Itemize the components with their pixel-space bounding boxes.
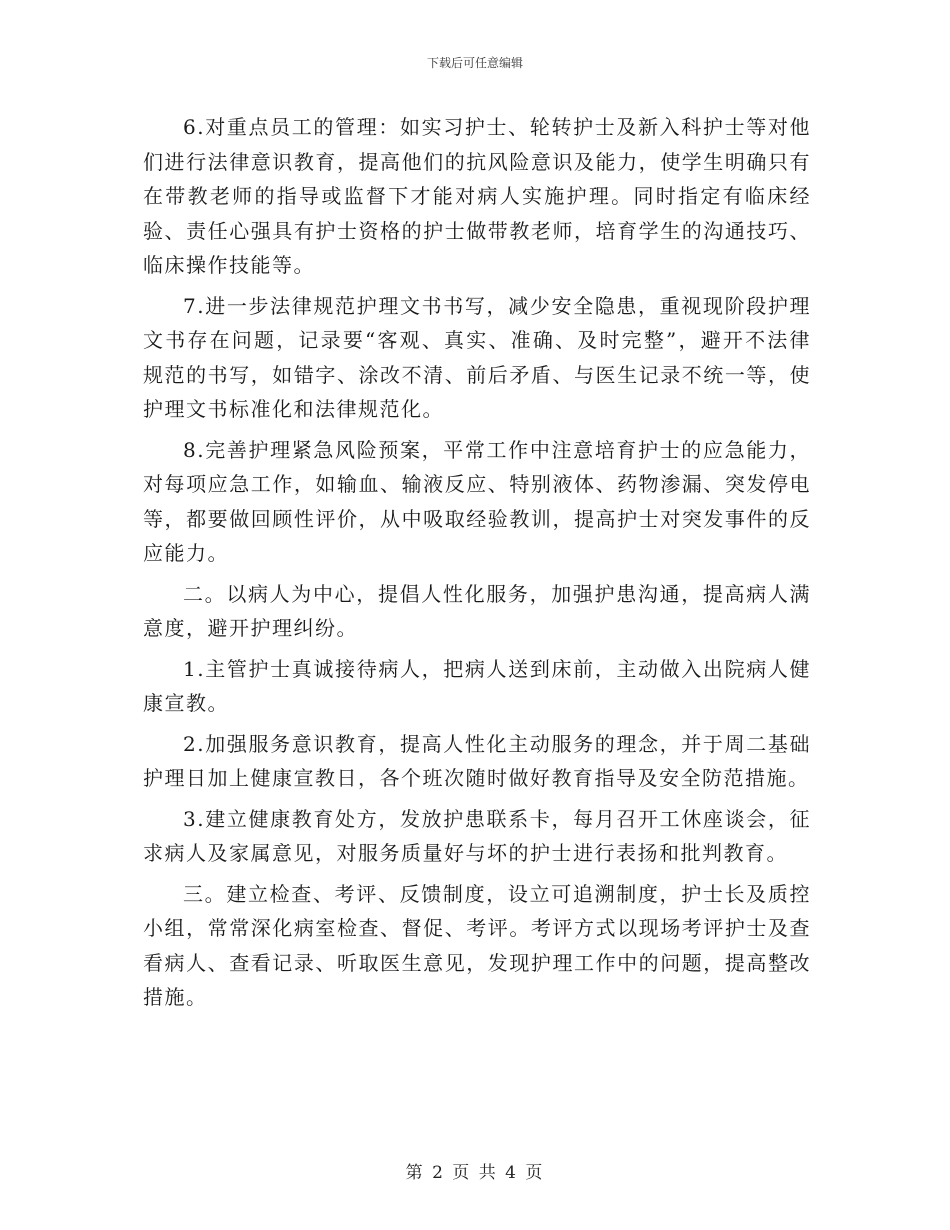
paragraph-7: 7.进一步法律规范护理文书书写，减少安全隐患，重视现阶段护理文书存在问题，记录要“客观、真实、准确、及时完整”，避开不法律规范的书写，如错字、涂改不清、前后矛盾、与医生记录不统一等，使护理文书标准化和法律规范化。 — [143, 293, 811, 421]
paragraph-6: 6.对重点员工的管理：如实习护士、轮转护士及新入科护士等对他们进行法律意识教育，提高他们的抗风险意识及能力，使学生明确只有在带教老师的指导或监督下才能对病人实施护理。同时指定有临床经验、责任心强具有护士资格的护士做带教老师，培育学生的沟通技巧、临床操作技能等。 — [143, 115, 811, 277]
paragraph-2-1: 1.主管护士真诚接待病人，把病人送到床前，主动做入出院病人健康宣教。 — [143, 656, 811, 715]
page-number: 第 2 页 共 4 页 — [405, 1163, 545, 1183]
document-body — [143, 110, 811, 1021]
paragraph-2-3: 3.建立健康教育处方，发放护患联系卡，每月召开工休座谈会，征求病人及家属意见，对服务质量好与坏的护士进行表扬和批判教育。 — [143, 806, 811, 865]
page-header: 下载后可任意编辑 — [426, 56, 523, 70]
paragraph-2-2: 2.加强服务意识教育，提高人性化主动服务的理念，并于周二基础护理日加上健康宣教日，各个班次随时做好教育指导及安全防范措施。 — [143, 731, 811, 790]
section-heading-2: 二。以病人为中心，提倡人性化服务，加强护患沟通，提高病人满意度，避开护理纠纷。 — [143, 581, 811, 640]
paragraph-8: 8.完善护理紧急风险预案，平常工作中注意培育护士的应急能力，对每项应急工作，如输血、输液反应、特别液体、药物渗漏、突发停电等，都要做回顾性评价，从中吸取经验教训，提高护士对突发事件的反应能力。 — [143, 437, 811, 565]
section-heading-3: 三。建立检查、考评、反馈制度，设立可追溯制度，护士长及质控小组，常常深化病室检查、督促、考评。考评方式以现场考评护士及查看病人、查看记录、听取医生意见，发现护理工作中的问题，提高整改措施。 — [143, 881, 811, 1009]
